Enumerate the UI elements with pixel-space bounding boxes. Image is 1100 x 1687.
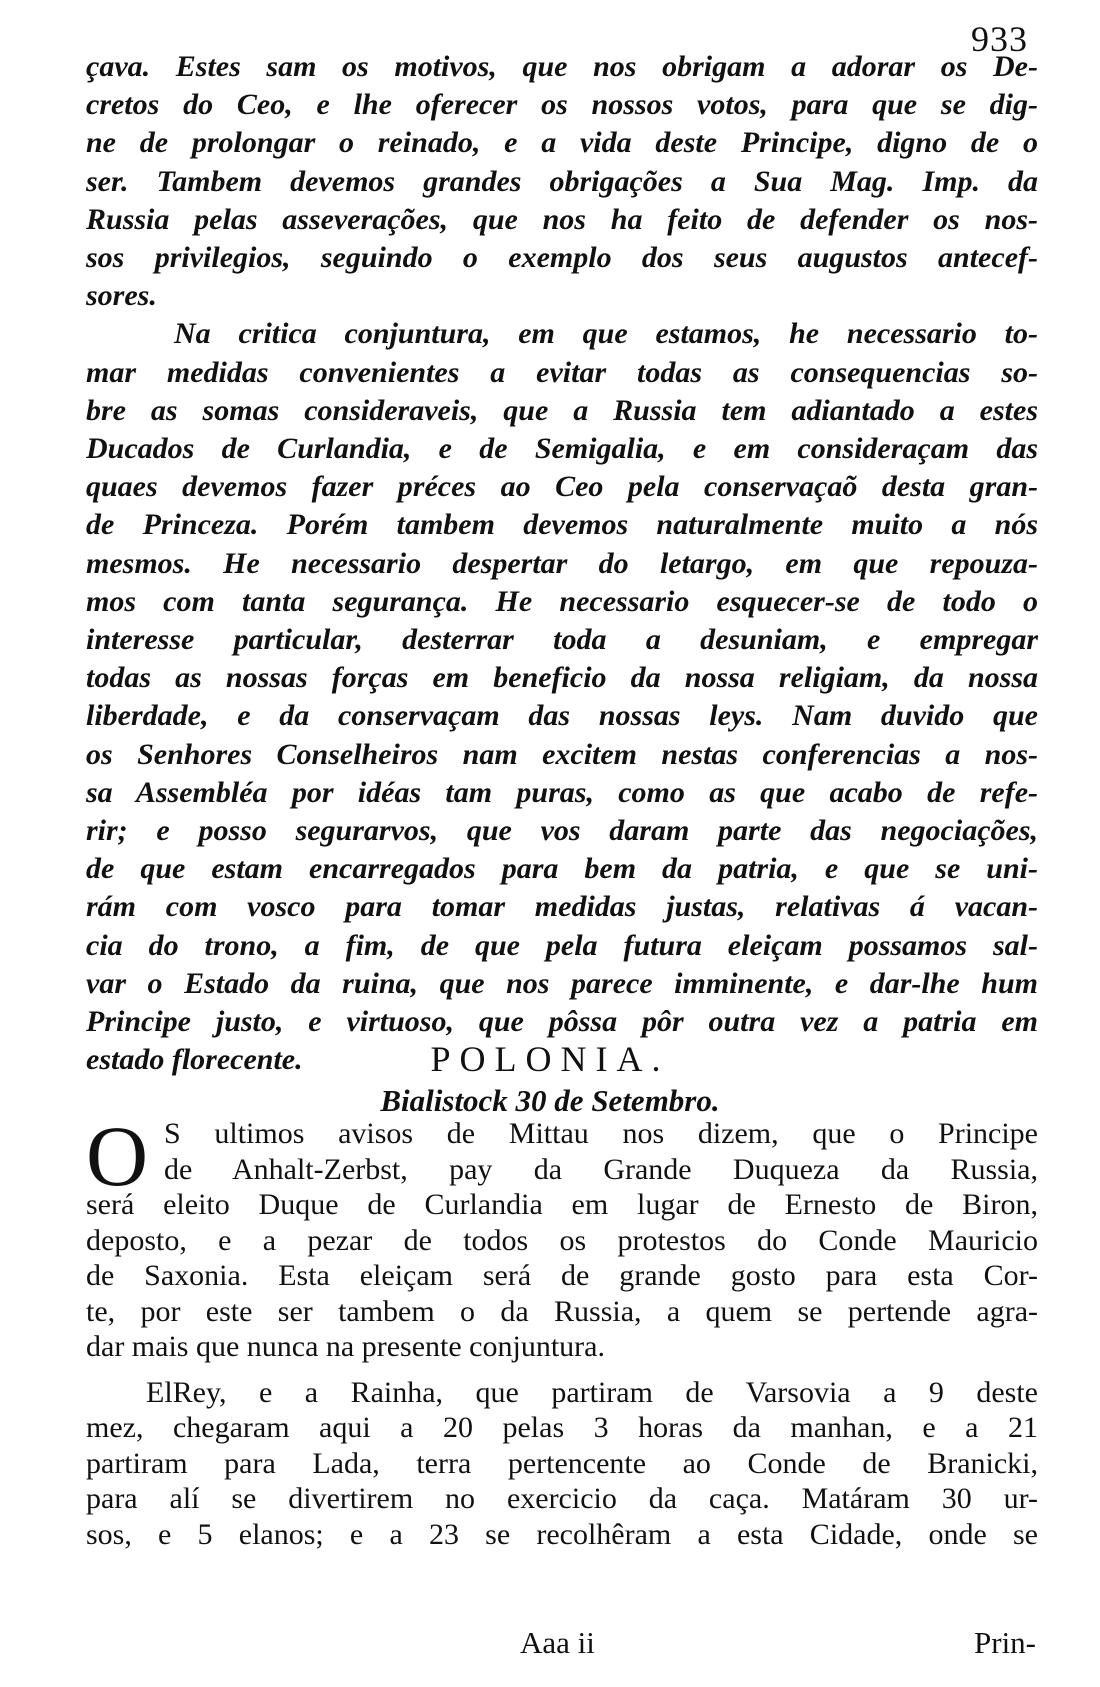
text-line: rir; e posso segurarvos, que vos daram parte das negociações, <box>86 814 1038 848</box>
page-number: 933 <box>971 19 1028 59</box>
text-line: os Senhores Conselheiros nam excitem nestas conferencias a nos- <box>86 737 1038 771</box>
text-line: Na critica conjuntura, em que estamos, he necessario to- <box>174 317 1038 351</box>
text-line: todas as nossas forças em beneficio da nossa religiam, da nossa <box>86 661 1038 695</box>
text-line: de Anhalt-Zerbst, pay da Grande Duqueza da Russia, <box>164 1152 1038 1186</box>
catchword: Prin- <box>974 1625 1036 1660</box>
text-line: partiram para Lada, terra pertencente ao Conde de Branicki, <box>86 1446 1038 1480</box>
text-line: deposto, e a pezar de todos os protestos do Conde Mauricio <box>86 1223 1038 1257</box>
continuation-paragraph <box>86 48 1038 315</box>
text-line: sores. <box>86 279 157 313</box>
section-title: POLONIA. <box>430 1039 670 1079</box>
text-line: Principe justo, e virtuoso, que pôssa pôr outra vez a patria em <box>86 1005 1038 1039</box>
printer-signature: Aaa ii <box>520 1625 595 1660</box>
news-paragraph <box>86 1108 1038 1365</box>
drop-cap: O <box>86 1108 149 1204</box>
news-body <box>86 1108 1038 1552</box>
text-line: ser. Tambem devemos grandes obrigações a Sua Mag. Imp. da <box>86 164 1038 198</box>
dateline: Bialistock 30 de Setembro. <box>380 1083 720 1118</box>
text-line: dar mais que nunca na presente conjuntura. <box>86 1330 605 1363</box>
text-line: mesmos. He necessario despertar do letargo, em que repouza- <box>86 546 1038 580</box>
text-line: mos com tanta segurança. He necessario esquecer-se de todo o <box>86 584 1038 618</box>
news-paragraph <box>86 1375 1038 1553</box>
text-line: de Saxonia. Esta eleiçam será de grande gosto para esta Cor- <box>86 1259 1038 1292</box>
text-line: cretos do Ceo, e lhe oferecer os nossos votos, para que se dig- <box>86 88 1038 122</box>
text-line: çava. Estes sam os motivos, que nos obrigam a adorar os De- <box>86 50 1038 83</box>
text-line: será eleito Duque de Curlandia em lugar de Ernesto de Biron, <box>86 1188 1038 1221</box>
text-line: liberdade, e da conservaçam das nossas leys. Nam duvido que <box>86 699 1038 733</box>
text-line: mez, chegaram aqui a 20 pelas 3 horas da manhan, e a 21 <box>86 1411 1038 1444</box>
text-line: ne de prolongar o reinado, e a vida deste Principe, digno de o <box>86 126 1038 160</box>
text-line: sos, e 5 elanos; e a 23 se recolhêram a esta Cidade, onde se <box>86 1517 1038 1551</box>
letter-continuation <box>86 48 1038 1079</box>
text-line: var o Estado da ruina, que nos parece imminente, e dar-lhe hum <box>86 966 1038 1000</box>
text-line: estado florecente. <box>86 1043 303 1077</box>
text-line: mar medidas convenientes a evitar todas as consequencias so- <box>86 355 1038 389</box>
text-line: Ducados de Curlandia, e de Semigalia, e em consideraçam das <box>86 432 1038 466</box>
text-line: de Princeza. Porém tambem devemos naturalmente muito a nós <box>86 508 1038 542</box>
text-line: interesse particular, desterrar toda a desuniam, e empregar <box>86 623 1038 657</box>
text-line: te, por este ser tambem o da Russia, a quem se pertende agra- <box>86 1294 1038 1328</box>
text-line: sos privilegios, seguindo o exemplo dos seus augustos antecef- <box>86 241 1038 275</box>
text-line: ElRey, e a Rainha, que partiram de Varsovia a 9 deste <box>146 1375 1038 1409</box>
text-line: rám com vosco para tomar medidas justas, relativas á vacan- <box>86 890 1038 924</box>
text-line: para alí se divertirem no exercicio da caça. Matáram 30 ur- <box>86 1482 1038 1515</box>
text-line: de que estam encarregados para bem da patria, e que se uni- <box>86 852 1038 886</box>
text-line: S ultimos avisos de Mittau nos dizem, que o Principe <box>164 1117 1038 1150</box>
critical-conjuncture-paragraph <box>86 315 1038 1079</box>
text-line: cia do trono, a fim, de que pela futura eleiçam possamos sal- <box>86 928 1038 962</box>
text-line: bre as somas consideraveis, que a Russia tem adiantado a estes <box>86 393 1038 427</box>
text-line: quaes devemos fazer préces ao Ceo pela conservaçaõ desta gran- <box>86 470 1038 504</box>
text-line: Russia pelas asseverações, que nos ha feito de defender os nos- <box>86 202 1038 236</box>
text-line: sa Assembléa por idéas tam puras, como as que acabo de refe- <box>86 775 1038 809</box>
